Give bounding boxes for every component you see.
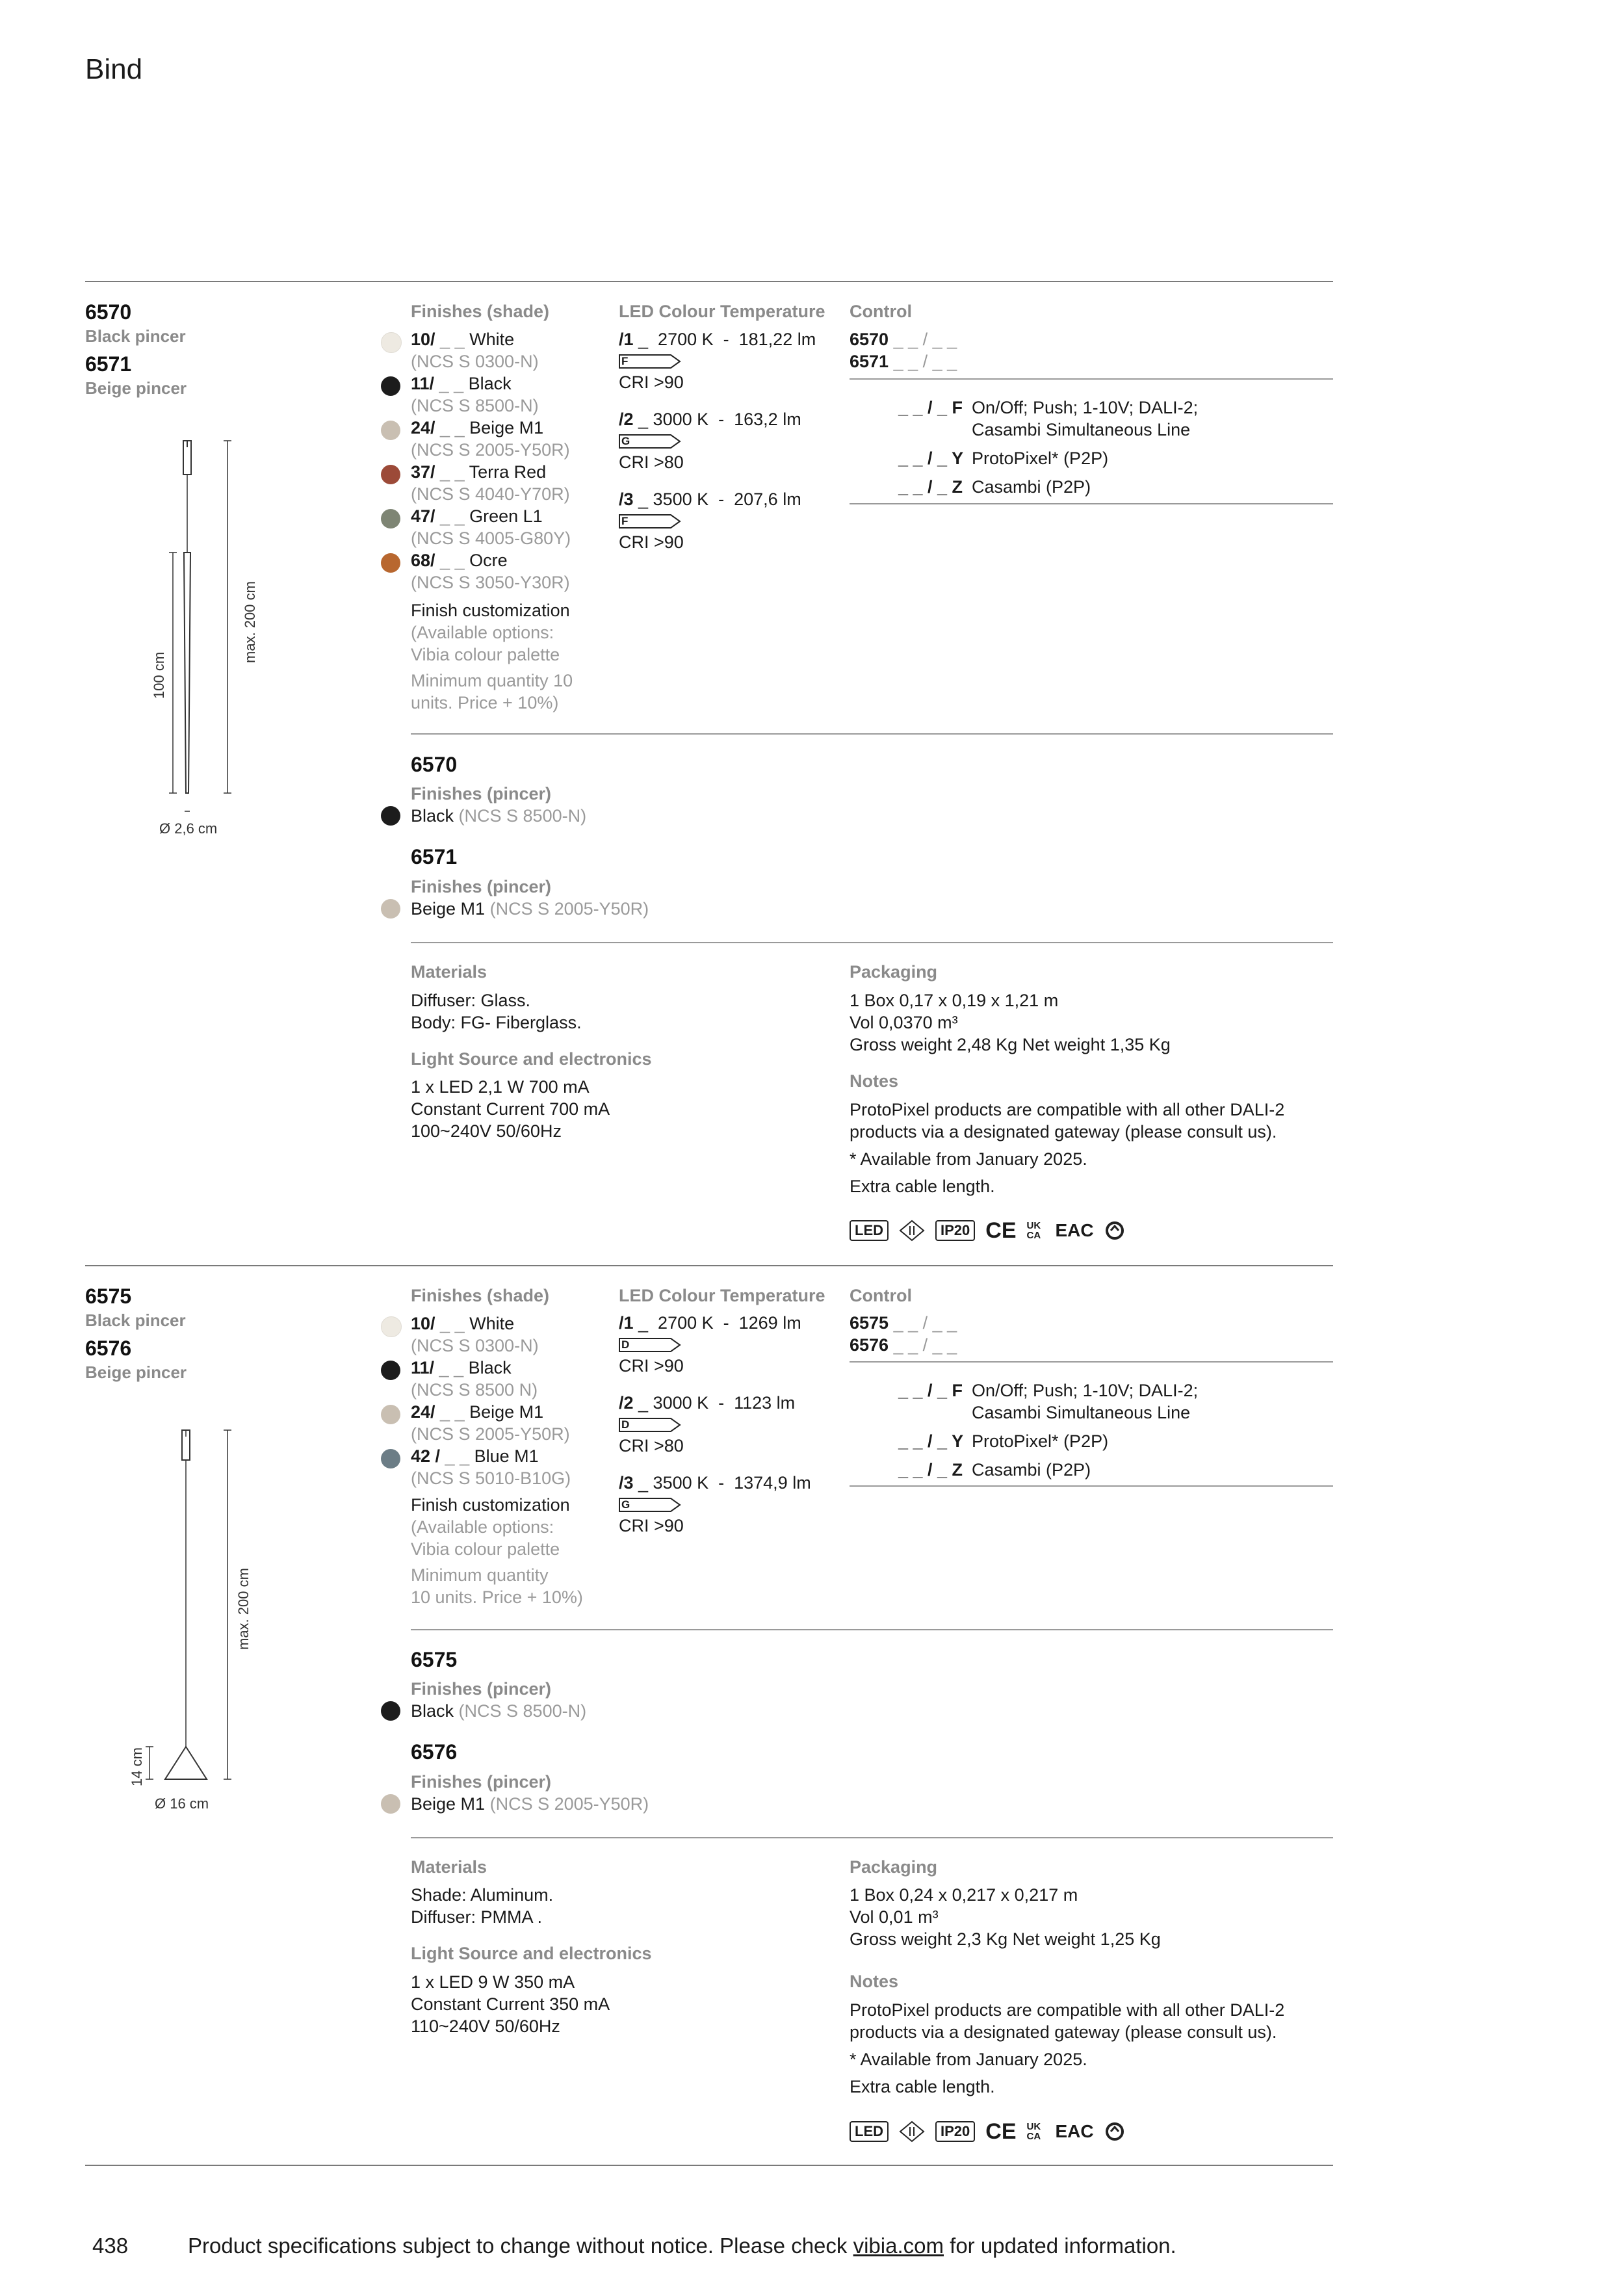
control-option (898, 476, 963, 498)
light-source-line: 110~240V 50/60Hz (411, 2016, 560, 2036)
pincer-finish (411, 1700, 586, 1722)
finish-swatch (381, 1449, 400, 1468)
notes-title: Notes (850, 1071, 899, 1091)
led-colour-temperature-title: LED Colour Temperature (619, 302, 825, 321)
pincer-swatch-beige (381, 1794, 400, 1814)
finish-ncs: (NCS S 5010-B10G) (411, 1468, 571, 1488)
ip-rating-label: IP20 (935, 1220, 975, 1241)
product-variant: Black pincer (85, 1311, 186, 1330)
pincer-finish-name: Black (411, 806, 454, 826)
section-divider (411, 1629, 1333, 1630)
pincer-finish-ncs: (NCS S 8500-N) (454, 1701, 587, 1721)
footer-text: for updated information. (943, 2234, 1176, 2258)
section-divider (85, 1265, 1333, 1266)
control-title: Control (850, 1286, 912, 1305)
control-code-number: 6576 (850, 1335, 889, 1355)
ukca-mark-icon: UK CA (1026, 2121, 1041, 2142)
page-number: 438 (92, 2234, 129, 2258)
control-code-number: 6570 (850, 330, 889, 349)
notes-line: * Available from January 2025. (850, 1149, 1087, 1169)
pincer-swatch-black (381, 806, 400, 826)
dimension-diameter-label: Ø 16 cm (155, 1795, 209, 1812)
finish-ncs: (NCS S 0300-N) (411, 352, 539, 371)
packaging-line: Gross weight 2,3 Kg Net weight 1,25 Kg (850, 1929, 1161, 1949)
control-code-pattern: _ _ / _ _ (889, 330, 957, 349)
control-option-code: _ _ / _ Z (898, 1460, 963, 1480)
materials-line: Shade: Aluminum. (411, 1885, 554, 1905)
product-code: 6576 (85, 1337, 132, 1360)
control-option-text: On/Off; Push; 1-10V; DALI-2; (972, 1381, 1199, 1400)
notes-line: products via a designated gateway (please consult us). (850, 2022, 1277, 2042)
pincer-finish (411, 1793, 649, 1815)
finish-name: Black (463, 1358, 512, 1377)
light-source-line: Constant Current 350 mA (411, 1994, 610, 2014)
notes-line: Extra cable length. (850, 2077, 995, 2096)
finish-code: 11/ (411, 1358, 435, 1377)
section-divider (85, 2165, 1333, 2166)
control-option-code: _ _ / _ Z (898, 477, 963, 497)
finish-ncs: (NCS S 0300-N) (411, 1336, 539, 1355)
control-code (850, 350, 957, 372)
light-source-title: Light Source and electronics (411, 1944, 652, 1963)
light-source-line: 1 x LED 2,1 W 700 mA (411, 1077, 590, 1097)
finish-name: Terra Red (464, 462, 547, 482)
eac-mark-icon: EAC (1055, 2121, 1094, 2141)
control-code-pattern: _ _ / _ _ (889, 1313, 957, 1333)
pincer-finish (411, 805, 586, 827)
finish-code: 24/ (411, 1402, 435, 1422)
packaging-line: 1 Box 0,17 x 0,19 x 1,21 m (850, 991, 1059, 1010)
cri-value: CRI >90 (619, 1516, 684, 1535)
section-divider (411, 1837, 1333, 1838)
pincer-product-code: 6576 (411, 1740, 458, 1764)
finish-option (411, 549, 508, 571)
product-code: 6570 (85, 300, 132, 324)
finish-name: Green L1 (464, 506, 543, 526)
certification-icons (850, 2119, 1125, 2144)
control-option (898, 1430, 963, 1452)
finish-customization-min: 10 units. Price + 10%) (411, 1587, 583, 1607)
cri-value: CRI >90 (619, 1356, 684, 1376)
finish-code-blank: _ _ (434, 1358, 464, 1377)
cri-value: CRI >90 (619, 532, 684, 552)
control-option (898, 1459, 963, 1481)
product-variant: Black pincer (85, 326, 186, 346)
finish-customization-min: Minimum quantity (411, 1565, 549, 1585)
pincer-finish-name: Beige M1 (411, 1794, 486, 1814)
control-code-pattern: _ _ / _ _ (889, 352, 957, 371)
finish-swatch (381, 421, 400, 440)
led-option (619, 408, 801, 430)
finish-code: 47/ (411, 506, 435, 526)
energy-class-letter: G (621, 1498, 630, 1511)
led-code: /2 (619, 1393, 634, 1413)
finish-code-blank: _ _ (435, 1314, 465, 1333)
energy-class-tag (619, 514, 681, 528)
dimension-height-label: 14 cm (129, 1747, 145, 1786)
light-source-line: 1 x LED 9 W 350 mA (411, 1972, 575, 1992)
energy-class-letter: G (621, 435, 630, 447)
ukca-mark-icon: UK CA (1026, 1220, 1041, 1241)
notes-line: Extra cable length. (850, 1177, 995, 1196)
energy-class-letter: D (621, 1338, 630, 1351)
control-option (898, 447, 963, 469)
certification-icons (850, 1218, 1125, 1243)
control-option (898, 1379, 963, 1402)
light-source-title: Light Source and electronics (411, 1049, 652, 1069)
finish-name: Black (463, 374, 512, 393)
footer-disclaimer (188, 2234, 1176, 2258)
recycle-icon (1104, 1220, 1125, 1242)
packaging-line: Vol 0,01 m³ (850, 1907, 939, 1927)
light-source-line: 100~240V 50/60Hz (411, 1121, 562, 1141)
light-source-line: Constant Current 700 mA (411, 1099, 610, 1119)
led-code: /3 (619, 489, 634, 509)
led-value: _ 3000 K - 1123 lm (633, 1393, 796, 1413)
pincer-swatch-beige (381, 899, 400, 919)
led-value: _ 2700 K - 181,22 lm (633, 330, 816, 349)
ip-rating-label: IP20 (935, 2121, 975, 2142)
notes-line: ProtoPixel products are compatible with all other DALI-2 (850, 2000, 1285, 2020)
finish-code: 10/ (411, 1314, 435, 1333)
finish-option (411, 1357, 512, 1379)
notes-title: Notes (850, 1972, 899, 1991)
finish-swatch (381, 509, 400, 528)
control-option-text: Casambi Simultaneous Line (972, 1403, 1191, 1422)
class-ii-icon (899, 1220, 925, 1242)
energy-class-letter: D (621, 1418, 630, 1431)
finish-ncs: (NCS S 4040-Y70R) (411, 484, 570, 504)
pincer-finish-name: Beige M1 (411, 899, 486, 919)
led-code: /3 (619, 1473, 634, 1493)
finish-option (411, 505, 543, 527)
finish-swatch (381, 553, 400, 573)
led-colour-temperature-title: LED Colour Temperature (619, 1286, 825, 1305)
control-code (850, 1312, 957, 1334)
control-divider (850, 378, 1333, 380)
finish-customization-title: Finish customization (411, 601, 570, 620)
pincer-product-code: 6570 (411, 753, 458, 776)
eac-mark-icon: EAC (1055, 1220, 1094, 1240)
led-option (619, 1312, 801, 1334)
finish-option (411, 372, 512, 395)
control-option-code: _ _ / _ F (898, 398, 963, 417)
cri-value: CRI >80 (619, 1436, 684, 1455)
finish-customization-note: (Available options: (411, 623, 554, 642)
section-divider (85, 281, 1333, 282)
control-title: Control (850, 302, 912, 321)
finish-customization-note: Vibia colour palette (411, 645, 560, 664)
control-option-text: Casambi (P2P) (972, 1460, 1091, 1480)
control-option-text: Casambi (P2P) (972, 477, 1091, 497)
finish-code-blank: _ _ (435, 506, 465, 526)
cri-value: CRI >80 (619, 452, 684, 472)
led-option (619, 328, 816, 350)
led-value: _ 3000 K - 163,2 lm (633, 410, 801, 429)
finishes-shade-title: Finishes (shade) (411, 1286, 550, 1305)
materials-title: Materials (411, 962, 487, 982)
finish-option (411, 328, 514, 350)
led-option (619, 1392, 795, 1414)
packaging-line: 1 Box 0,24 x 0,217 x 0,217 m (850, 1885, 1078, 1905)
control-divider (850, 503, 1333, 504)
finishes-shade-title: Finishes (shade) (411, 302, 550, 321)
finish-swatch (381, 1316, 402, 1337)
finish-code: 42 / (411, 1446, 441, 1466)
finish-code: 68/ (411, 551, 435, 570)
finish-ncs: (NCS S 4005-G80Y) (411, 528, 571, 548)
finish-option (411, 1312, 514, 1335)
finish-swatch (381, 1405, 400, 1424)
finish-code-blank: _ _ (434, 374, 464, 393)
finish-swatch (381, 332, 402, 353)
product-code: 6571 (85, 352, 132, 376)
materials-line: Diffuser: Glass. (411, 991, 531, 1010)
dimension-height-label: 100 cm (151, 651, 167, 699)
page-title: Bind (85, 53, 143, 85)
energy-class-letter: F (621, 515, 629, 527)
product-code: 6575 (85, 1285, 132, 1308)
materials-title: Materials (411, 1857, 487, 1877)
finish-swatch (381, 465, 400, 484)
ce-mark-icon: CE (985, 2119, 1017, 2144)
footer-text: Product specifications subject to change without notice. Please check (188, 2234, 853, 2258)
notes-line: products via a designated gateway (please consult us). (850, 1122, 1277, 1141)
pincer-finish-ncs: (NCS S 8500-N) (454, 806, 587, 826)
materials-line: Body: FG- Fiberglass. (411, 1013, 582, 1032)
notes-line: ProtoPixel products are compatible with all other DALI-2 (850, 1100, 1285, 1119)
control-option (898, 397, 963, 419)
section-divider (411, 942, 1333, 943)
finish-name: White (464, 1314, 515, 1333)
dimension-max-label: max. 200 cm (235, 1568, 252, 1650)
control-code (850, 328, 957, 350)
finish-customization-min: Minimum quantity 10 (411, 671, 573, 690)
finish-option (411, 417, 543, 439)
finish-customization-min: units. Price + 10%) (411, 693, 559, 712)
pincer-product-code: 6571 (411, 845, 458, 868)
cri-value: CRI >90 (619, 372, 684, 392)
finish-customization-note: Vibia colour palette (411, 1539, 560, 1559)
finish-ncs: (NCS S 8500-N) (411, 396, 539, 415)
finish-code-blank: _ _ (435, 330, 465, 349)
finish-ncs: (NCS S 2005-Y50R) (411, 440, 570, 460)
finish-code-blank: _ _ (435, 418, 465, 437)
product-variant: Beige pincer (85, 378, 187, 398)
pincer-finishes-title: Finishes (pincer) (411, 784, 552, 803)
finish-code: 11/ (411, 374, 435, 393)
led-value: _ 3500 K - 1374,9 lm (633, 1473, 811, 1493)
finish-name: Beige M1 (464, 418, 544, 437)
packaging-title: Packaging (850, 1857, 938, 1877)
recycle-icon (1104, 2120, 1125, 2143)
pincer-swatch-black (381, 1701, 400, 1721)
control-divider (850, 1485, 1333, 1487)
energy-class-letter: F (621, 355, 629, 367)
control-option-text: ProtoPixel* (P2P) (972, 449, 1109, 468)
finish-option (411, 461, 546, 483)
energy-class-tag (619, 434, 681, 449)
packaging-line: Gross weight 2,48 Kg Net weight 1,35 Kg (850, 1035, 1171, 1054)
led-option (619, 1472, 811, 1494)
control-option-text: ProtoPixel* (P2P) (972, 1431, 1109, 1451)
energy-class-tag (619, 1418, 681, 1432)
finish-option (411, 1445, 539, 1467)
ce-mark-icon: CE (985, 1218, 1017, 1243)
pincer-finish-name: Black (411, 1701, 454, 1721)
finish-name: Blue M1 (469, 1446, 539, 1466)
led-label: LED (850, 1220, 889, 1241)
pincer-finish (411, 898, 649, 920)
control-option-text: On/Off; Push; 1-10V; DALI-2; (972, 398, 1199, 417)
control-divider (850, 1361, 1333, 1363)
packaging-title: Packaging (850, 962, 938, 982)
finish-code: 24/ (411, 418, 435, 437)
energy-class-tag (619, 1498, 681, 1512)
pincer-finish-ncs: (NCS S 2005-Y50R) (485, 899, 649, 919)
control-option-code: _ _ / _ F (898, 1381, 963, 1400)
finish-ncs: (NCS S 3050-Y30R) (411, 573, 570, 592)
finish-code-blank: _ _ (435, 551, 465, 570)
pincer-finishes-title: Finishes (pincer) (411, 1679, 552, 1699)
finish-ncs: (NCS S 2005-Y50R) (411, 1424, 570, 1444)
pincer-finishes-title: Finishes (pincer) (411, 1772, 552, 1792)
dimension-diameter-label: Ø 2,6 cm (159, 820, 218, 837)
footer-link[interactable]: vibia.com (853, 2234, 944, 2258)
control-code-number: 6575 (850, 1313, 889, 1333)
led-code: /1 (619, 1313, 634, 1333)
finish-code-blank: _ _ (435, 1402, 465, 1422)
packaging-line: Vol 0,0370 m³ (850, 1013, 958, 1032)
section-divider (411, 733, 1333, 735)
control-code (850, 1334, 957, 1356)
finish-code-blank: _ _ (435, 462, 465, 482)
control-option-code: _ _ / _ Y (898, 1431, 964, 1451)
dimension-max-label: max. 200 cm (242, 581, 258, 663)
pincer-finish-ncs: (NCS S 2005-Y50R) (485, 1794, 649, 1814)
finish-name: White (464, 330, 515, 349)
energy-class-tag (619, 354, 681, 369)
control-option-text: Casambi Simultaneous Line (972, 420, 1191, 439)
finish-ncs: (NCS S 8500 N) (411, 1380, 538, 1400)
energy-class-tag (619, 1338, 681, 1352)
control-option-code: _ _ / _ Y (898, 449, 964, 468)
control-code-number: 6571 (850, 352, 889, 371)
finish-code: 37/ (411, 462, 435, 482)
led-value: _ 2700 K - 1269 lm (633, 1313, 801, 1333)
finish-customization-title: Finish customization (411, 1495, 570, 1515)
led-value: _ 3500 K - 207,6 lm (633, 489, 801, 509)
finish-swatch (381, 376, 400, 396)
control-code-pattern: _ _ / _ _ (889, 1335, 957, 1355)
finish-code: 10/ (411, 330, 435, 349)
finish-name: Beige M1 (464, 1402, 544, 1422)
finish-code-blank: _ _ (440, 1446, 470, 1466)
finish-option (411, 1401, 543, 1423)
finish-customization-note: (Available options: (411, 1517, 554, 1537)
led-label: LED (850, 2121, 889, 2142)
led-code: /2 (619, 410, 634, 429)
materials-line: Diffuser: PMMA . (411, 1907, 543, 1927)
product-variant: Beige pincer (85, 1363, 187, 1382)
led-option (619, 488, 801, 510)
class-ii-icon (899, 2120, 925, 2143)
pincer-finishes-title: Finishes (pincer) (411, 877, 552, 896)
pincer-product-code: 6575 (411, 1648, 458, 1671)
led-code: /1 (619, 330, 634, 349)
notes-line: * Available from January 2025. (850, 2050, 1087, 2069)
finish-name: Ocre (464, 551, 508, 570)
finish-swatch (381, 1361, 400, 1380)
